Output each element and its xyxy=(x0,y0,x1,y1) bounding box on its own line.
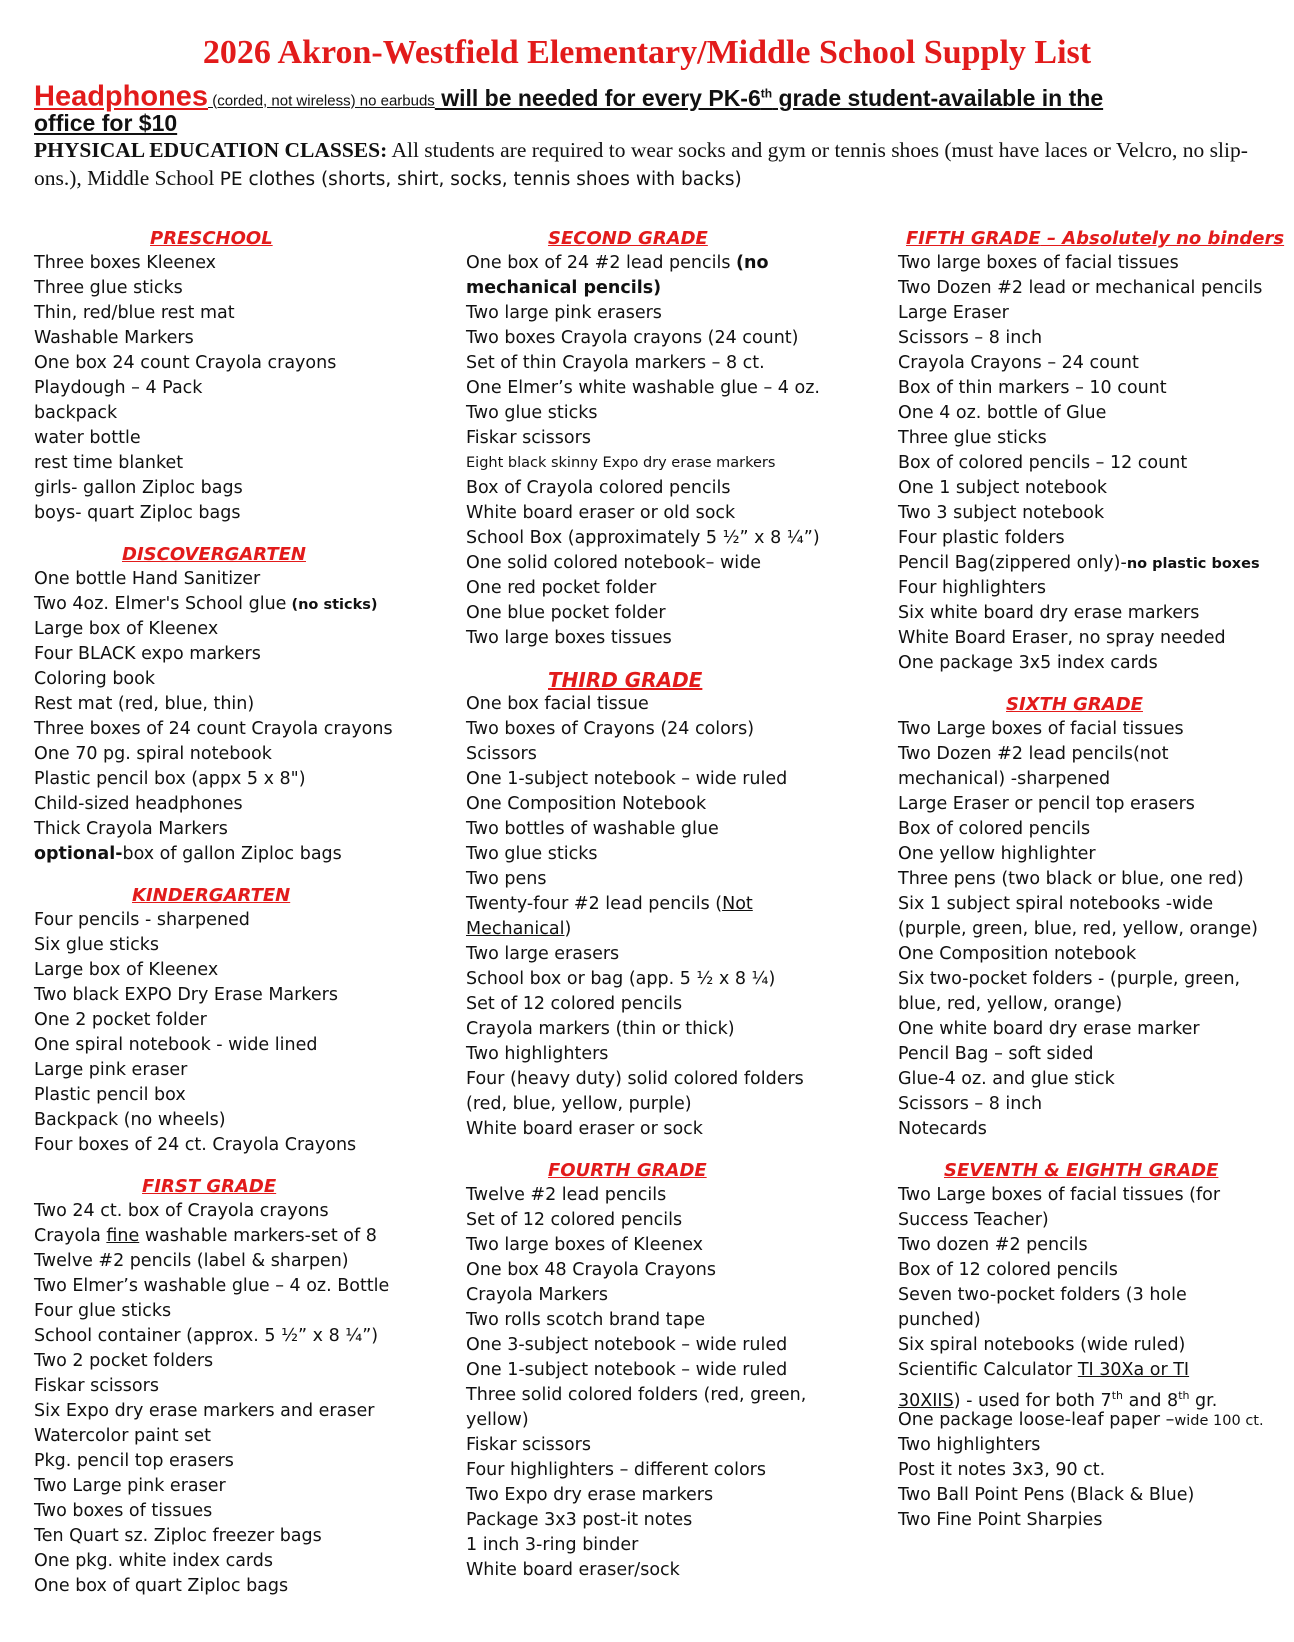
list-item: One package loose-leaf paper –wide 100 ct. xyxy=(898,1410,1264,1430)
list-item: Two 4oz. Elmer's School glue (no sticks) xyxy=(34,594,378,614)
list-item: Set of 12 colored pencils xyxy=(466,1210,683,1230)
section-seventh-eighth-grade xyxy=(898,1159,1278,1533)
list-item: Backpack (no wheels) xyxy=(34,1110,226,1130)
list-item: Set of 12 colored pencils xyxy=(466,994,683,1014)
list-item: Pencil Bag(zippered only)-no plastic boxes xyxy=(898,553,1260,573)
list-item: One blue pocket folder xyxy=(466,603,666,623)
section-heading: PRESCHOOL xyxy=(150,228,273,249)
list-item: One 1-subject notebook – wide ruled xyxy=(466,769,788,789)
list-item: Four glue sticks xyxy=(34,1301,172,1321)
list-item: School Box (approximately 5 ½” x 8 ¼”) xyxy=(466,528,820,548)
list-item: Large Eraser xyxy=(898,303,1009,323)
list-item: Box of 12 colored pencils xyxy=(898,1260,1118,1280)
list-item: Box of Crayola colored pencils xyxy=(466,478,731,498)
section-third-grade xyxy=(466,668,866,1142)
list-item: Pkg. pencil top erasers xyxy=(34,1451,234,1471)
list-item: One box of 24 #2 lead pencils (no xyxy=(466,253,769,273)
list-item: Four highlighters – different colors xyxy=(466,1460,766,1480)
list-item: Two large boxes of facial tissues xyxy=(898,253,1179,273)
list-item: Large box of Kleenex xyxy=(34,619,219,639)
list-item: Post it notes 3x3, 90 ct. xyxy=(898,1460,1106,1480)
list-item: One spiral notebook - wide lined xyxy=(34,1035,318,1055)
list-item: Two bottles of washable glue xyxy=(466,819,719,839)
list-item: One Composition notebook xyxy=(898,944,1137,964)
list-item: Ten Quart sz. Ziploc freezer bags xyxy=(34,1526,322,1546)
list-item: One bottle Hand Sanitizer xyxy=(34,569,261,589)
list-item: One 70 pg. spiral notebook xyxy=(34,744,272,764)
list-item: Two glue sticks xyxy=(466,403,598,423)
list-item: Three boxes of 24 count Crayola crayons xyxy=(34,719,393,739)
list-item: Large box of Kleenex xyxy=(34,960,219,980)
list-item: Six two-pocket folders - (purple, green, xyxy=(898,969,1241,989)
section-fifth-grade xyxy=(898,227,1285,676)
list-item: Two Dozen #2 lead pencils(not xyxy=(898,744,1169,764)
list-item: Four BLACK expo markers xyxy=(34,644,261,664)
list-item: Mechanical) xyxy=(466,919,572,939)
list-item: Two pens xyxy=(466,869,547,889)
headphones-price: office for $10 xyxy=(34,110,178,136)
list-item: Fiskar scissors xyxy=(466,1435,591,1455)
list-item: 1 inch 3-ring binder xyxy=(466,1535,639,1555)
list-item: Watercolor paint set xyxy=(34,1426,211,1446)
list-item: Six 1 subject spiral notebooks -wide xyxy=(898,894,1214,914)
list-item: One box 24 count Crayola crayons xyxy=(34,353,337,373)
list-item: Two boxes Crayola crayons (24 count) xyxy=(466,328,799,348)
list-item: Crayola markers (thin or thick) xyxy=(466,1019,735,1039)
list-item: Twelve #2 pencils (label & sharpen) xyxy=(34,1251,349,1271)
list-item: Two highlighters xyxy=(898,1435,1041,1455)
section-fourth-grade xyxy=(466,1159,866,1583)
list-item: Two Fine Point Sharpies xyxy=(898,1510,1103,1530)
column-3 xyxy=(898,227,1285,1533)
list-item: Six white board dry erase markers xyxy=(898,603,1200,623)
list-item: Scissors xyxy=(466,744,537,764)
list-item: White Board Eraser, no spray needed xyxy=(898,628,1226,648)
column-2 xyxy=(466,227,866,1583)
list-item: White board eraser or old sock xyxy=(466,503,736,523)
list-item: (purple, green, blue, red, yellow, orange) xyxy=(898,919,1258,939)
list-item: Three solid colored folders (red, green, xyxy=(466,1385,807,1405)
headphones-text: will be needed for every PK-6th grade student-available in the xyxy=(434,84,1104,111)
section-second-grade xyxy=(466,227,866,651)
list-item: mechanical) -sharpened xyxy=(898,769,1111,789)
list-item: Two 3 subject notebook xyxy=(898,503,1105,523)
list-item: Scissors – 8 inch xyxy=(898,1094,1043,1114)
list-item: Fiskar scissors xyxy=(34,1376,159,1396)
list-item: White board eraser/sock xyxy=(466,1560,680,1580)
list-item: Two large erasers xyxy=(466,944,620,964)
list-item: One 3-subject notebook – wide ruled xyxy=(466,1335,788,1355)
list-item: Two large pink erasers xyxy=(466,303,662,323)
list-item: Playdough – 4 Pack xyxy=(34,378,203,398)
list-item: Two large boxes tissues xyxy=(466,628,672,648)
list-item: Two Elmer’s washable glue – 4 oz. Bottle xyxy=(34,1276,390,1296)
list-item: School container (approx. 5 ½” x 8 ¼”) xyxy=(34,1326,379,1346)
section-heading: FIRST GRADE xyxy=(142,1176,277,1197)
list-item: Plastic pencil box (appx 5 x 8") xyxy=(34,769,306,789)
list-item: Thin, red/blue rest mat xyxy=(34,303,235,323)
section-heading: FOURTH GRADE xyxy=(548,1160,707,1181)
list-item: Two Large boxes of facial tissues (for xyxy=(898,1185,1221,1205)
list-item: punched) xyxy=(898,1310,981,1330)
section-heading: KINDERGARTEN xyxy=(132,885,291,906)
section-heading: THIRD GRADE xyxy=(548,668,703,692)
list-item: Two rolls scotch brand tape xyxy=(466,1310,706,1330)
list-item: Six spiral notebooks (wide ruled) xyxy=(898,1335,1186,1355)
list-item: Child-sized headphones xyxy=(34,794,243,814)
list-item: backpack xyxy=(34,403,118,423)
list-item: water bottle xyxy=(34,428,141,448)
list-item: One solid colored notebook– wide xyxy=(466,553,762,573)
list-item: Four pencils - sharpened xyxy=(34,910,250,930)
section-heading: FIFTH GRADE – Absolutely no binders xyxy=(906,228,1285,249)
list-item: Three boxes Kleenex xyxy=(34,253,217,273)
list-item: One 1-subject notebook – wide ruled xyxy=(466,1360,788,1380)
list-item: One package 3x5 index cards xyxy=(898,653,1158,673)
list-item: Box of colored pencils – 12 count xyxy=(898,453,1188,473)
section-discovergarten xyxy=(34,543,434,867)
list-item: Two dozen #2 pencils xyxy=(898,1235,1088,1255)
list-item: Two 2 pocket folders xyxy=(34,1351,214,1371)
list-item: White board eraser or sock xyxy=(466,1119,703,1139)
list-item: Four boxes of 24 ct. Crayola Crayons xyxy=(34,1135,357,1155)
list-item: Eight black skinny Expo dry erase markers xyxy=(466,455,776,471)
list-item: Four plastic folders xyxy=(898,528,1065,548)
section-heading: SEVENTH & EIGHTH GRADE xyxy=(944,1160,1219,1181)
list-item: mechanical pencils) xyxy=(466,278,662,298)
list-item: One white board dry erase marker xyxy=(898,1019,1200,1039)
list-item: Fiskar scissors xyxy=(466,428,591,448)
list-item: Six Expo dry erase markers and eraser xyxy=(34,1401,375,1421)
list-item: One yellow highlighter xyxy=(898,844,1096,864)
headphones-note: (corded, not wireless) no earbuds xyxy=(208,92,435,110)
list-item: One box of quart Ziploc bags xyxy=(34,1576,289,1596)
list-item: 30XIIS) - used for both 7th and 8th gr. xyxy=(898,1389,1218,1411)
list-item: Scientific Calculator TI 30Xa or TI xyxy=(898,1360,1190,1380)
section-kindergarten xyxy=(34,884,434,1158)
list-item: Two large boxes of Kleenex xyxy=(466,1235,704,1255)
list-item: Glue-4 oz. and glue stick xyxy=(898,1069,1115,1089)
list-item: One 1 subject notebook xyxy=(898,478,1107,498)
list-item: optional-box of gallon Ziploc bags xyxy=(34,844,342,864)
list-item: girls- gallon Ziploc bags xyxy=(34,478,243,498)
list-item: One Composition Notebook xyxy=(466,794,707,814)
list-item: Washable Markers xyxy=(34,328,194,348)
list-item: Plastic pencil box xyxy=(34,1085,186,1105)
list-item: Two Large pink eraser xyxy=(34,1476,226,1496)
list-item: rest time blanket xyxy=(34,453,184,473)
headphones-notice xyxy=(34,76,1264,119)
list-item: Twenty-four #2 lead pencils (Not xyxy=(466,894,753,914)
list-item: Two boxes of Crayons (24 colors) xyxy=(466,719,755,739)
list-item: Large Eraser or pencil top erasers xyxy=(898,794,1195,814)
list-item: Twelve #2 lead pencils xyxy=(466,1185,667,1205)
pe-notice: PHYSICAL EDUCATION CLASSES: All students are required to wear socks and gym or tennis shoes (must have laces or Velcro, no slip-ons.), Middle School PE clothes (shorts, shirt, socks, tennis shoes with backs) xyxy=(34,138,1248,190)
list-item: Large pink eraser xyxy=(34,1060,188,1080)
list-item: Two Dozen #2 lead or mechanical pencils xyxy=(898,278,1263,298)
list-item: Success Teacher) xyxy=(898,1210,1049,1230)
list-item: One 4 oz. bottle of Glue xyxy=(898,403,1107,423)
list-item: Crayola Crayons – 24 count xyxy=(898,353,1139,373)
list-item: One red pocket folder xyxy=(466,578,657,598)
list-item: Two boxes of tissues xyxy=(34,1501,213,1521)
section-preschool xyxy=(34,227,434,526)
list-item: Scissors – 8 inch xyxy=(898,328,1043,348)
list-item: Thick Crayola Markers xyxy=(34,819,228,839)
page-title: 2026 Akron-Westfield Elementary/Middle School Supply List xyxy=(202,34,1092,71)
list-item: Crayola Markers xyxy=(466,1285,608,1305)
list-item: Four highlighters xyxy=(898,578,1047,598)
section-sixth-grade xyxy=(898,693,1278,1142)
list-item: yellow) xyxy=(466,1410,529,1430)
list-item: One 2 pocket folder xyxy=(34,1010,207,1030)
list-item: Set of thin Crayola markers – 8 ct. xyxy=(466,353,765,373)
section-first-grade xyxy=(34,1175,434,1599)
list-item: School box or bag (app. 5 ½ x 8 ¼) xyxy=(466,969,776,989)
list-item: Two Large boxes of facial tissues xyxy=(898,719,1184,739)
list-item: Coloring book xyxy=(34,669,155,689)
headphones-word: Headphones xyxy=(34,80,209,113)
list-item: One box 48 Crayola Crayons xyxy=(466,1260,716,1280)
list-item: One pkg. white index cards xyxy=(34,1551,274,1571)
list-item: Box of thin markers – 10 count xyxy=(898,378,1167,398)
list-item: blue, red, yellow, orange) xyxy=(898,994,1123,1014)
list-item: Two 24 ct. box of Crayola crayons xyxy=(34,1201,329,1221)
list-item: (red, blue, yellow, purple) xyxy=(466,1094,692,1114)
list-item: Rest mat (red, blue, thin) xyxy=(34,694,255,714)
list-item: Two glue sticks xyxy=(466,844,598,864)
list-item: Seven two-pocket folders (3 hole xyxy=(898,1285,1187,1305)
list-item: Three pens (two black or blue, one red) xyxy=(898,869,1244,889)
list-item: Three glue sticks xyxy=(898,428,1047,448)
list-item: Three glue sticks xyxy=(34,278,183,298)
column-1 xyxy=(34,227,434,1599)
list-item: Two highlighters xyxy=(466,1044,609,1064)
list-item: Six glue sticks xyxy=(34,935,159,955)
list-item: Box of colored pencils xyxy=(898,819,1091,839)
list-item: Two Ball Point Pens (Black & Blue) xyxy=(898,1485,1195,1505)
section-heading: SIXTH GRADE xyxy=(1006,694,1143,715)
list-item: Two black EXPO Dry Erase Markers xyxy=(34,985,338,1005)
list-item: Crayola fine washable markers-set of 8 xyxy=(34,1226,377,1246)
list-item: One box facial tissue xyxy=(466,694,649,714)
list-item: Two Expo dry erase markers xyxy=(466,1485,714,1505)
section-heading: SECOND GRADE xyxy=(548,228,708,249)
list-item: Notecards xyxy=(898,1119,987,1139)
section-heading: DISCOVERGARTEN xyxy=(122,544,306,565)
list-item: boys- quart Ziploc bags xyxy=(34,503,241,523)
list-item: One Elmer’s white washable glue – 4 oz. xyxy=(466,378,820,398)
list-item: Four (heavy duty) solid colored folders xyxy=(466,1069,804,1089)
list-item: Package 3x3 post-it notes xyxy=(466,1510,693,1530)
list-item: Pencil Bag – soft sided xyxy=(898,1044,1094,1064)
